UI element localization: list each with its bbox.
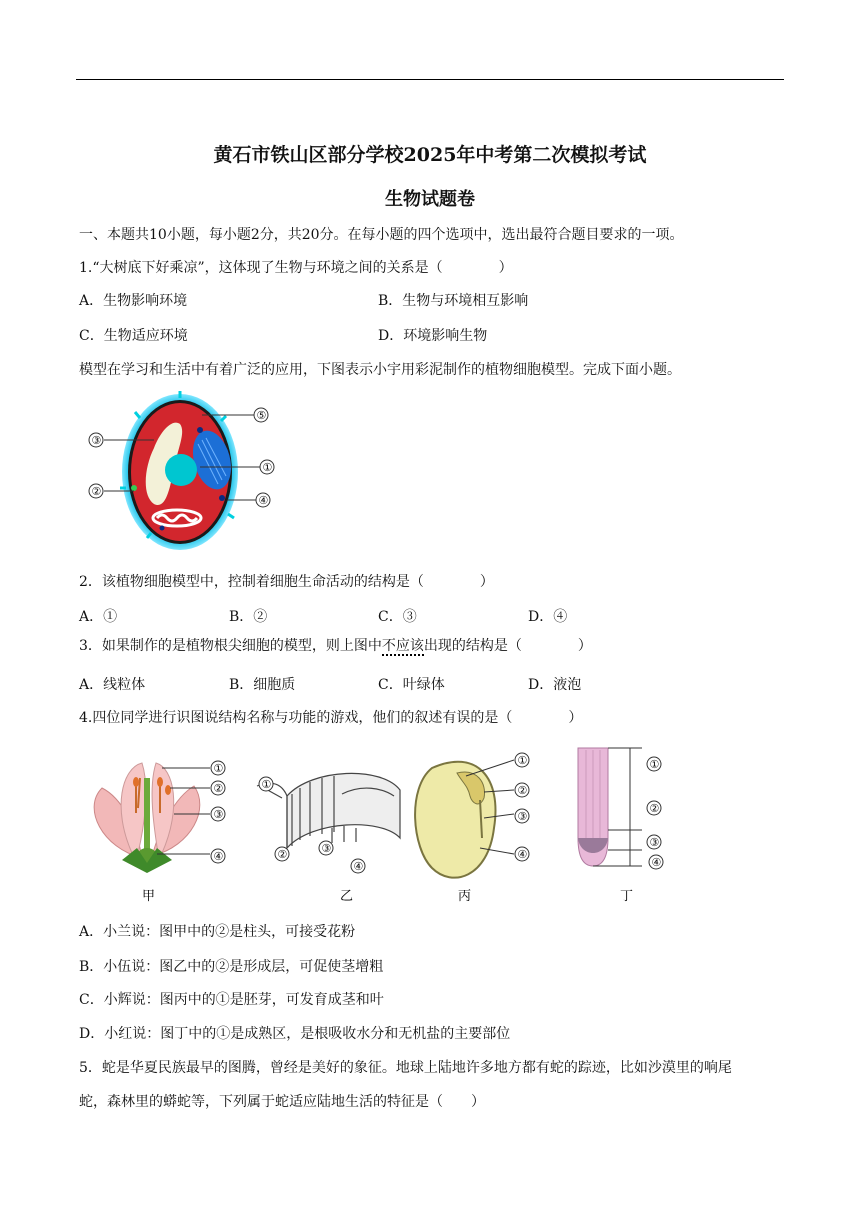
fig-c-label-1: ① [517, 754, 528, 767]
section-intro: 一、本题共10小题，每小题2分，共20分。在每小题的四个选项中，选出最符合题目要求的一项。 [79, 227, 684, 243]
exam-subtitle: 生物试题卷 [385, 189, 475, 210]
fig-c-label-3: ③ [517, 810, 528, 823]
root-tip-figure [578, 748, 642, 866]
fig-a-label-1: ① [213, 762, 224, 775]
q4-option-b: B．小伍说：图乙中的②是形成层，可促使茎增粗 [79, 959, 384, 975]
fig-b-label-2: ② [277, 848, 288, 861]
q1-option-b: B．生物与环境相互影响 [378, 293, 529, 309]
q4-option-a: A．小兰说：图甲中的②是柱头，可接受花粉 [79, 924, 356, 940]
fig-a-label-2: ② [213, 782, 224, 795]
fig-a-label-3: ③ [213, 808, 224, 821]
cell-label-2: ② [91, 485, 102, 498]
caption-jia: 甲 [142, 889, 156, 904]
flower-figure [94, 761, 225, 873]
q4-option-d: D．小红说：图丁中的①是成熟区，是根吸收水分和无机盐的主要部位 [79, 1026, 511, 1042]
q1-option-d: D．环境影响生物 [378, 328, 488, 344]
fig-b-label-4: ④ [353, 860, 364, 873]
q2-stem: 2．该植物细胞模型中，控制着细胞生命活动的结构是（ ） [79, 574, 494, 590]
cell-label-4: ④ [258, 494, 269, 507]
q5-stem-line1: 5．蛇是华夏民族最早的图腾，曾经是美好的象征。地球上陆地许多地方都有蛇的踪迹，比如沙漠里的响尾 [79, 1060, 732, 1076]
q5-stem-line2: 蛇，森林里的蟒蛇等，下列属于蛇适应陆地生活的特征是（ ） [79, 1094, 485, 1110]
q3-stem-prefix: 3．如果制作的是植物根尖细胞的模型，则上图中 [79, 638, 382, 654]
fig-c-label-2: ② [517, 784, 528, 797]
fig-d-label-4: ④ [651, 856, 662, 869]
q3-emphasis: 不应该 [381, 638, 424, 654]
seed-figure [415, 760, 514, 878]
fig-d-label-3: ③ [649, 836, 660, 849]
q2-option-c: C．③ [378, 609, 417, 625]
stem-figure [257, 773, 400, 848]
caption-bing: 丙 [458, 889, 472, 904]
q1-stem: 1.“大树底下好乘凉”，这体现了生物与环境之间的关系是（ ） [79, 260, 513, 276]
fig-a-label-4: ④ [213, 850, 224, 863]
caption-ding: 丁 [620, 889, 634, 904]
q3-option-b: B．细胞质 [229, 677, 296, 693]
q2-option-a: A．① [79, 609, 118, 625]
q4-figures [82, 738, 682, 908]
q3-stem-suffix: 出现的结构是（ ） [423, 638, 592, 654]
context-paragraph: 模型在学习和生活中有着广泛的应用，下图表示小宇用彩泥制作的植物细胞模型。完成下面小题。 [79, 362, 681, 378]
q3-option-d: D．液泡 [528, 677, 582, 693]
q2-option-b: B．② [229, 609, 268, 625]
cell-label-5: ⑤ [256, 409, 267, 422]
fig-c-label-4: ④ [517, 848, 528, 861]
fig-b-label-1: ① [261, 778, 272, 791]
q1-option-a: A．生物影响环境 [79, 293, 188, 309]
exam-title: 黄石市铁山区部分学校2025年中考第二次模拟考试 [213, 144, 647, 166]
q1-option-c: C．生物适应环境 [79, 328, 188, 344]
caption-yi: 乙 [340, 889, 354, 904]
cell-label-3: ③ [91, 434, 102, 447]
fig-d-label-2: ② [649, 802, 660, 815]
q3-option-c: C．叶绿体 [378, 677, 445, 693]
cell-label-1: ① [262, 461, 273, 474]
q4-stem: 4.四位同学进行识图说结构名称与功能的游戏，他们的叙述有误的是（ ） [79, 710, 583, 726]
fig-d-label-1: ① [649, 758, 660, 771]
q3-stem [79, 636, 592, 656]
q4-option-c: C．小辉说：图丙中的①是胚芽，可发育成茎和叶 [79, 992, 384, 1008]
q3-option-a: A．线粒体 [79, 677, 146, 693]
fig-b-label-3: ③ [321, 842, 332, 855]
plant-cell-figure [82, 388, 282, 560]
header-rule [76, 79, 784, 80]
q2-option-d: D．④ [528, 609, 568, 625]
